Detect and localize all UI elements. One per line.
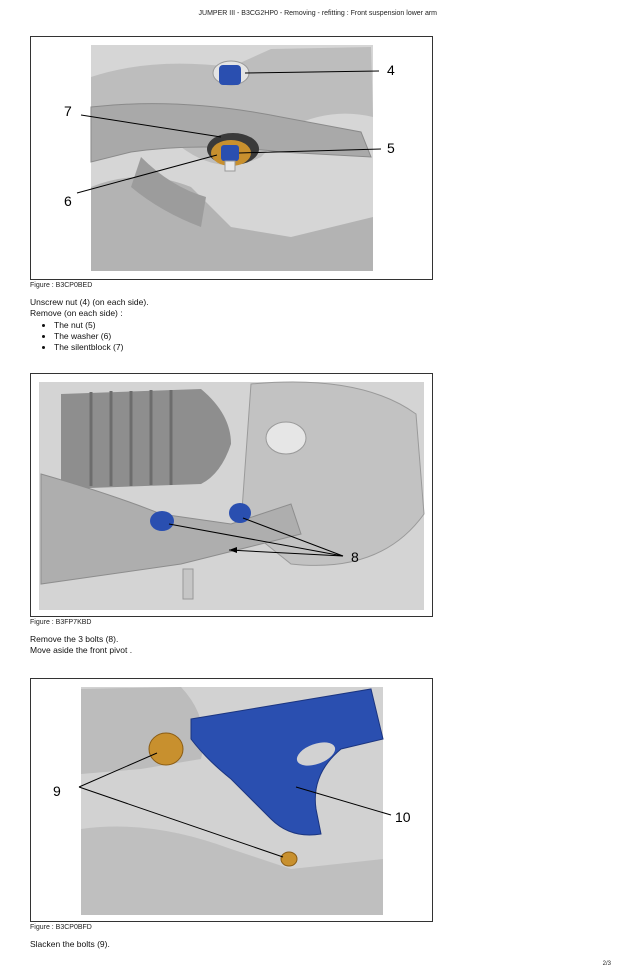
figure-1-caption: Figure : B3CP0BED [30, 282, 93, 289]
figure-2-caption: Figure : B3FP7KBD [30, 619, 92, 626]
bullet-item: • The nut (5) [54, 320, 123, 331]
document-header: JUMPER III - B3CG2HP0 - Removing - refitting : Front suspension lower arm [198, 10, 437, 17]
bullet-item: • The silentblock (7) [54, 342, 123, 353]
step-1-line-2: Remove (on each side) : [30, 308, 123, 318]
callout-6: 6 [64, 193, 72, 209]
step-3-line-1: Slacken the bolts (9). [30, 939, 110, 949]
callout-4: 4 [387, 62, 395, 78]
step-2-line-1: Remove the 3 bolts (8). [30, 634, 119, 644]
callout-7: 7 [64, 103, 72, 119]
figure-2-illustration [31, 374, 434, 618]
page-number: 2/3 [602, 961, 611, 967]
figure-2 [30, 373, 433, 617]
bullet-item: • The washer (6) [54, 331, 123, 342]
figure-3-illustration [31, 679, 434, 923]
callout-9: 9 [53, 783, 61, 799]
figure-3-caption: Figure : B3CP0BFD [30, 924, 92, 931]
figure-1-illustration [31, 37, 434, 281]
figure-1 [30, 36, 433, 280]
callout-10: 10 [395, 809, 411, 825]
step-1-bullet-list [42, 320, 123, 353]
step-1-line-1: Unscrew nut (4) (on each side). [30, 297, 149, 307]
callout-8: 8 [351, 549, 359, 565]
step-2-line-2: Move aside the front pivot . [30, 645, 133, 655]
figure-3 [30, 678, 433, 922]
callout-5: 5 [387, 140, 395, 156]
